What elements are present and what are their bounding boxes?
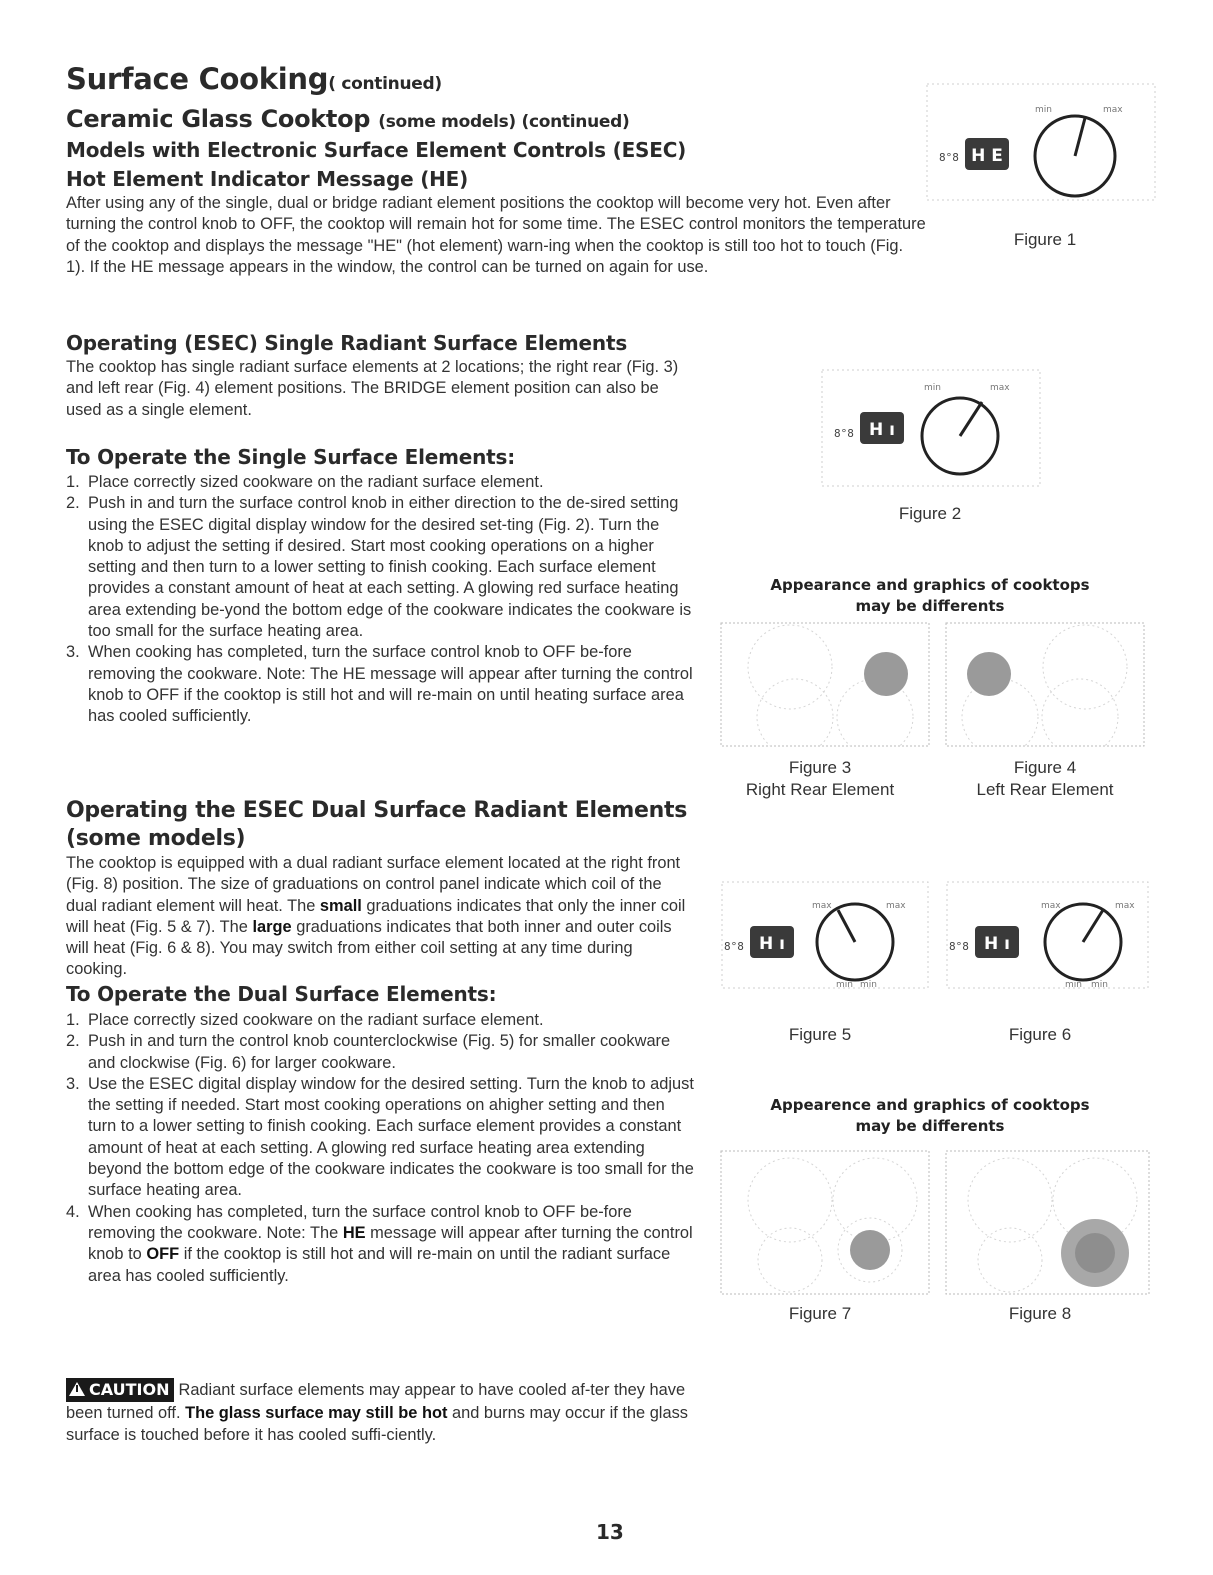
svg-text:max: max <box>1115 901 1135 911</box>
figure-7-caption: Figure 7 <box>788 1304 852 1323</box>
svg-text:max: max <box>1103 105 1123 115</box>
figure-5 <box>720 880 930 990</box>
svg-text:H ı: H ı <box>759 934 785 954</box>
figure-3-caption: Figure 3 Right Rear Element <box>745 758 895 799</box>
dual-heading-line2: (some models) <box>66 826 246 851</box>
figure-2 <box>820 368 1042 488</box>
figure-8 <box>945 1150 1150 1295</box>
active-element-icon <box>967 652 1011 696</box>
single-heading: Operating (ESEC) Single Radiant Surface Elements <box>66 331 628 355</box>
element-dots-icon: 8°8 <box>939 151 959 164</box>
dual-heading <box>66 797 687 853</box>
list-item: 3. When cooking has completed, turn the surface control knob to OFF be-fore removing the cookware. Note: The HE message will appear after turning the control knob to OFF if the cooktop is still hot and will re-main on until heating surface area has cooled sufficiently. <box>66 643 693 726</box>
figure-1 <box>925 82 1157 202</box>
figure-6-caption: Figure 6 <box>1008 1025 1072 1044</box>
list-item: 1. Place correctly sized cookware on the radiant surface element. <box>66 473 544 491</box>
page-title <box>66 62 442 96</box>
figure-8-caption: Figure 8 <box>1008 1304 1072 1323</box>
list-item: 2. Push in and turn the surface control knob in either direction to the de-sired setting using the ESEC digital display window for the desired set-ting (Fig. 2). Turn the knob to adjust the setting if desired. Start most cooking operations on a higher setting and then turn to a lower setting to finish cooking. Each surface element provides a constant amount of heat at each setting. A glowing red surface heating area extending be-yond the bottom edge of the cookware indicates the cookware is too small for the surface heating area. <box>66 494 692 641</box>
appearance-note-1: Appearance and graphics of cooktops may be differents <box>770 576 1090 615</box>
caution-block: CAUTION Radiant surface elements may appear to have cooled af-ter they have been turned off. The glass surface may still be hot and burns may occur if the glass surface is touched before it has cooled suffi-ciently. <box>66 1380 688 1444</box>
list-item: 1. Place correctly sized cookware on the radiant surface element. <box>66 1011 544 1029</box>
active-element-icon <box>864 652 908 696</box>
title-suffix: ( continued) <box>328 74 442 94</box>
svg-text:min: min <box>1091 980 1108 990</box>
figure-6 <box>945 880 1150 990</box>
figure-7 <box>720 1150 930 1295</box>
hot-element-text: After using any of the single, dual or bridge radiant element positions the cooktop will become very hot. Even after turning the control knob to OFF, the cooktop will remain hot for some time. The ESEC control monitors the temperature of the cooktop and displays the message "HE" (hot element) warn-ing when the cooktop is still too hot to touch (Fig. 1). If the HE message appears in the window, the control can be turned on again for use. <box>66 194 926 276</box>
title-text: Surface Cooking <box>66 62 329 96</box>
subtitle-text: Ceramic Glass Cooktop <box>66 105 371 133</box>
svg-text:min: min <box>1065 980 1082 990</box>
single-op-heading: To Operate the Single Surface Elements: <box>66 445 516 469</box>
dual-steps <box>66 1010 696 1287</box>
element-dots-icon: 8°8 <box>834 427 854 440</box>
figure-2-caption: Figure 2 <box>898 504 962 523</box>
list-item: 3. Use the ESEC digital display window for the desired setting. Turn the knob to adjust the setting if needed. Start most cooking operations on ahigher setting and then turn to a lower setting to finish cooking. Each surface element provides a constant amount of heat at each setting. A glowing red surface heating area extending beyond the bottom edge of the cookware indicates the cookware is too small for the surface heating area. <box>66 1074 694 1200</box>
element-dots-icon: 8°8 <box>949 940 969 953</box>
svg-text:min: min <box>860 980 877 990</box>
list-item: 2. Push in and turn the control knob counterclockwise (Fig. 5) for smaller cookware and clockwise (Fig. 6) for larger cookware. <box>66 1032 671 1072</box>
caution-badge: CAUTION <box>66 1378 174 1402</box>
subtitle-suffix: (some models) (continued) <box>378 112 630 132</box>
figure-5-caption: Figure 5 <box>788 1025 852 1044</box>
svg-text:min: min <box>924 383 941 393</box>
inner-coil-icon <box>1075 1233 1115 1273</box>
page-number: 13 <box>596 1520 624 1544</box>
dual-op-heading: To Operate the Dual Surface Elements: <box>66 982 497 1006</box>
dual-text: The cooktop is equipped with a dual radiant surface element located at the right front (Fig. 8) position. The size of graduations on control panel indicate which coil of the dual radiant element will heat. The small graduations indicates that only the inner coil will heat (Fig. 5 & 7). The large graduations indicates that both inner and outer coils will heat (Fig. 6 & 8). You may switch from either coil setting at any time during cooking. <box>66 854 686 979</box>
svg-text:H E: H E <box>971 146 1003 166</box>
figure-1-caption: Figure 1 <box>1013 230 1077 249</box>
svg-text:max: max <box>812 901 832 911</box>
inner-coil-icon <box>850 1230 890 1270</box>
hot-element-heading: Hot Element Indicator Message (HE) <box>66 167 469 191</box>
list-item: 4. When cooking has completed, turn the surface control knob to OFF be-fore removing the cookware. Note: The HE message will appear after turning the control knob to OFF if the cooktop is still hot and will re-main on until the radiant surface area has cooled sufficiently. <box>66 1202 693 1285</box>
element-dots-icon: 8°8 <box>724 940 744 953</box>
warning-icon <box>69 1382 85 1396</box>
svg-text:min: min <box>836 980 853 990</box>
single-text: The cooktop has single radiant surface elements at 2 locations; the right rear (Fig. 3) and left rear (Fig. 4) element positions. The BRIDGE element position can also be used as a single element. <box>66 358 679 419</box>
svg-text:min: min <box>1035 105 1052 115</box>
appearance-note-2: Appearence and graphics of cooktops may be differents <box>770 1096 1090 1135</box>
svg-text:max: max <box>886 901 906 911</box>
svg-text:max: max <box>990 383 1010 393</box>
dual-heading-line1: Operating the ESEC Dual Surface Radiant Elements <box>66 798 687 823</box>
section-subtitle <box>66 105 629 133</box>
figure-4-caption: Figure 4 Left Rear Element <box>976 758 1114 799</box>
figure-3 <box>720 622 930 747</box>
figure-4 <box>945 622 1145 747</box>
single-steps <box>66 472 696 728</box>
models-heading: Models with Electronic Surface Element Controls (ESEC) <box>66 138 687 162</box>
svg-text:H ı: H ı <box>984 934 1010 954</box>
svg-text:max: max <box>1041 901 1061 911</box>
svg-text:H ı: H ı <box>869 420 895 440</box>
